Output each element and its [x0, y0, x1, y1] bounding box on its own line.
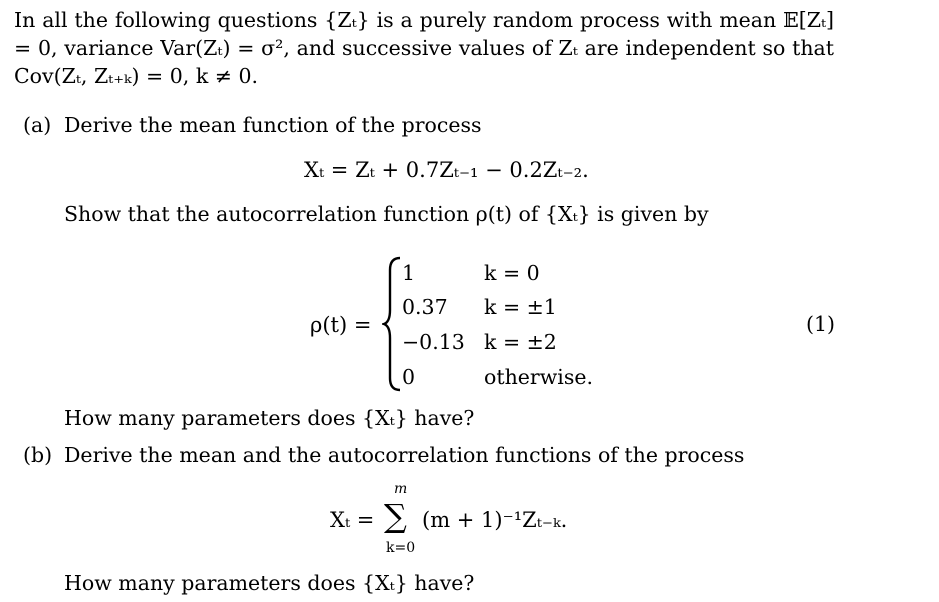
part-a-prompt: Derive the mean function of the process	[64, 113, 482, 137]
case-value-2: 0.37	[402, 295, 448, 319]
rho-lhs: ρ(t) =	[310, 313, 372, 337]
sum-upper-limit: m	[394, 481, 408, 497]
case-condition-4: otherwise.	[484, 365, 593, 389]
part-b-summand: (m + 1)⁻¹Zₜ₋ₖ.	[422, 508, 568, 532]
case-value-3: −0.13	[402, 330, 465, 354]
case-condition-2: k = ±1	[484, 295, 557, 319]
sum-lower-limit: k=0	[386, 540, 416, 556]
case-condition-1: k = 0	[484, 261, 540, 285]
part-a-question: How many parameters does {Xₜ} have?	[64, 406, 475, 430]
left-brace-icon	[382, 256, 404, 392]
part-a-equation: Xₜ = Zₜ + 0.7Zₜ₋₁ − 0.2Zₜ₋₂.	[304, 158, 589, 182]
part-b-question: How many parameters does {Xₜ} have?	[64, 571, 475, 595]
part-b-label: (b)	[23, 443, 53, 467]
equation-number: (1)	[806, 312, 836, 336]
part-b-lhs: Xₜ =	[330, 508, 375, 532]
part-a-show-text: Show that the autocorrelation function ρ(t) of {Xₜ} is given by	[64, 202, 709, 226]
case-value-4: 0	[402, 365, 416, 389]
part-a-label: (a)	[23, 113, 52, 137]
case-value-1: 1	[402, 261, 416, 285]
summation-icon: ∑	[384, 497, 407, 535]
part-b-prompt: Derive the mean and the autocorrelation functions of the process	[64, 443, 745, 467]
case-condition-3: k = ±2	[484, 330, 557, 354]
intro-paragraph: In all the following questions {Zₜ} is a purely random process with mean 𝔼[Zₜ] = 0, variance Var(Zₜ) = σ², and successive values of Zₜ are independent so that Cov(Zₜ, Zₜ₊ₖ) = 0, k ≠ 0.	[14, 8, 834, 88]
